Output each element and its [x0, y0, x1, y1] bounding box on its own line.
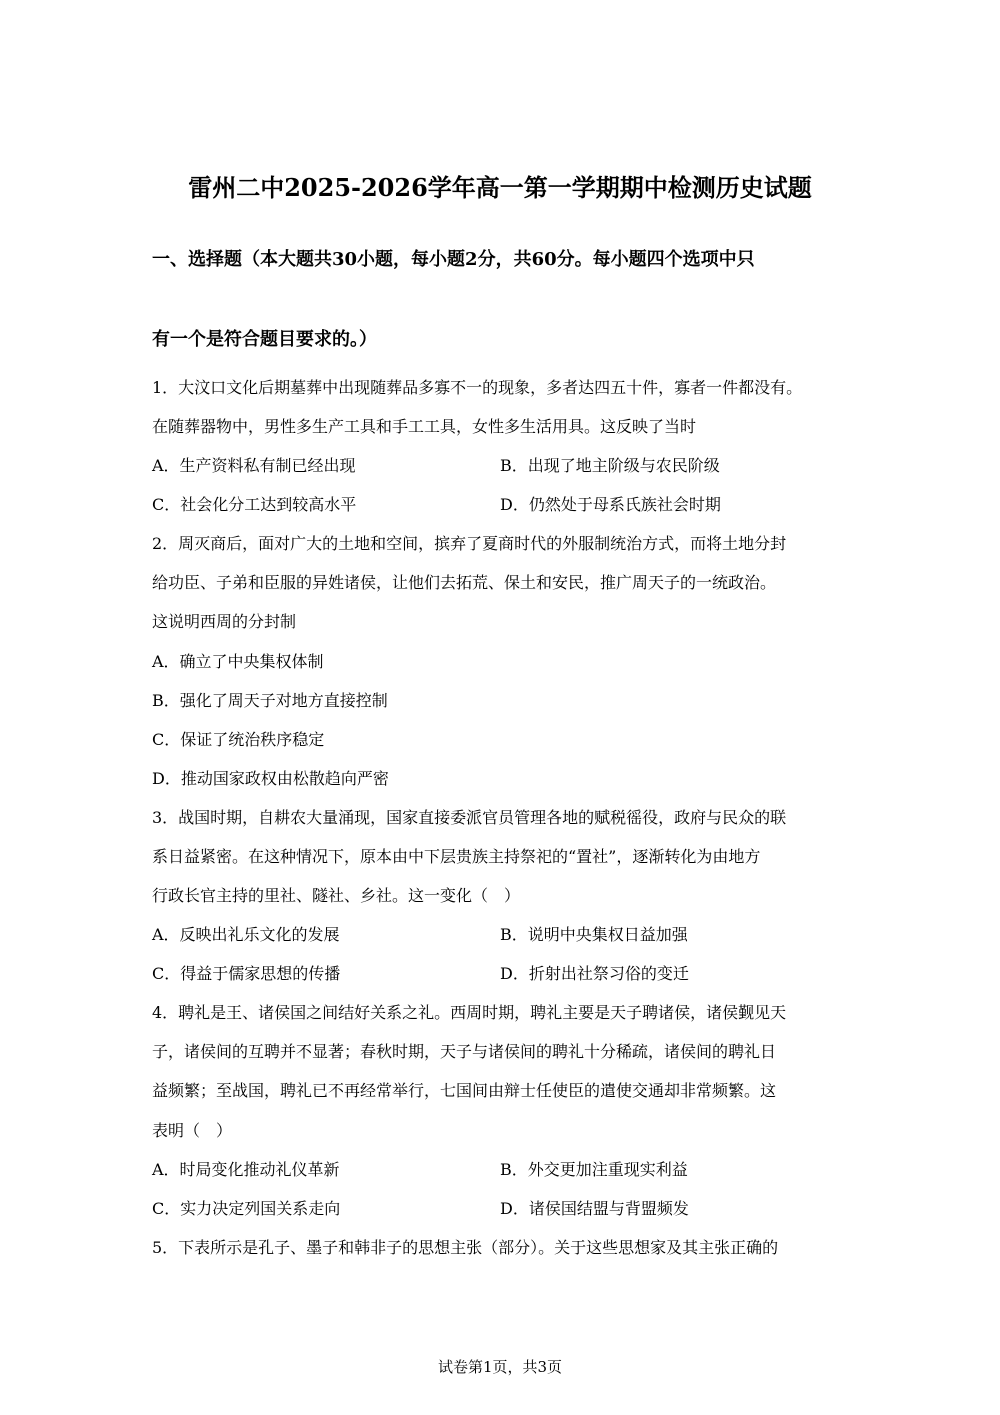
question-1-option-a: A．生产资料私有制已经出现 [152, 456, 356, 475]
question-4-stem-line-3: 益频繁；至战国，聘礼已不再经常举行，七国间由辩士任使臣的遣使交通却非常频繁。这 [152, 1081, 777, 1100]
question-2-option-d: D．推动国家政权由松散趋向严密 [152, 769, 389, 788]
question-3-option-d: D．折射出社祭习俗的变迁 [500, 964, 689, 983]
question-3-option-c: C．得益于儒家思想的传播 [152, 964, 341, 983]
page-footer: 试卷第1页，共3页 [437, 1358, 563, 1376]
question-5-stem-line-1: 5．下表所示是孔子、墨子和韩非子的思想主张（部分）。关于这些思想家及其主张正确的 [152, 1238, 779, 1257]
question-3-stem-line-1: 3．战国时期，自耕农大量涌现，国家直接委派官员管理各地的赋税徭役，政府与民众的联 [152, 808, 787, 827]
question-4-option-a: A．时局变化推动礼仪革新 [152, 1160, 340, 1179]
question-4-stem-line-1: 4．聘礼是王、诸侯国之间结好关系之礼。西周时期，聘礼主要是天子聘诸侯，诸侯觐见天 [152, 1003, 787, 1022]
section-heading-line-2: 有一个是符合题目要求的。） [152, 329, 377, 350]
question-2-option-b: B．强化了周天子对地方直接控制 [152, 691, 388, 710]
question-3-stem-line-3: 行政长官主持的里社、隧社、乡社。这一变化（ ） [152, 886, 521, 905]
question-4-option-d: D．诸侯国结盟与背盟频发 [500, 1199, 689, 1218]
question-1-stem-line-1: 1．大汶口文化后期墓葬中出现随葬品多寡不一的现象，多者达四五十件，寡者一件都没有。 [152, 378, 803, 397]
question-1-stem-line-2: 在随葬器物中，男性多生产工具和手工工具，女性多生活用具。这反映了当时 [152, 417, 697, 436]
question-2-stem-line-2: 给功臣、子弟和臣服的异姓诸侯，让他们去拓荒、保土和安民，推广周天子的一统政治。 [152, 573, 777, 592]
question-4-option-c: C．实力决定列国关系走向 [152, 1199, 341, 1218]
question-2-option-a: A．确立了中央集权体制 [152, 652, 324, 671]
question-3-option-b: B．说明中央集权日益加强 [500, 925, 688, 944]
question-4-stem-line-4: 表明（ ） [152, 1121, 233, 1140]
question-4-stem-line-2: 子，诸侯间的互聘并不显著；春秋时期，天子与诸侯间的聘礼十分稀疏，诸侯间的聘礼日 [152, 1042, 777, 1061]
question-1-option-b: B．出现了地主阶级与农民阶级 [500, 456, 720, 475]
question-1-option-d: D．仍然处于母系氏族社会时期 [500, 495, 721, 514]
question-2-stem-line-1: 2．周灭商后，面对广大的土地和空间，摈弃了夏商时代的外服制统治方式，而将土地分封 [152, 534, 787, 553]
question-1-option-c: C．社会化分工达到较高水平 [152, 495, 357, 514]
question-4-option-b: B．外交更加注重现实利益 [500, 1160, 688, 1179]
question-3-option-a: A．反映出礼乐文化的发展 [152, 925, 340, 944]
question-3-stem-line-2: 系日益紧密。在这种情况下，原本由中下层贵族主持祭祀的“置社”，逐渐转化为由地方 [152, 847, 761, 866]
exam-title: 雷州二中2025-2026学年高一第一学期期中检测历史试题 [188, 173, 812, 202]
question-2-stem-line-3: 这说明西周的分封制 [152, 612, 297, 631]
section-heading-line-1: 一、选择题（本大题共30小题，每小题2分，共60分。每小题四个选项中只 [152, 249, 755, 270]
question-2-option-c: C．保证了统治秩序稳定 [152, 730, 325, 749]
